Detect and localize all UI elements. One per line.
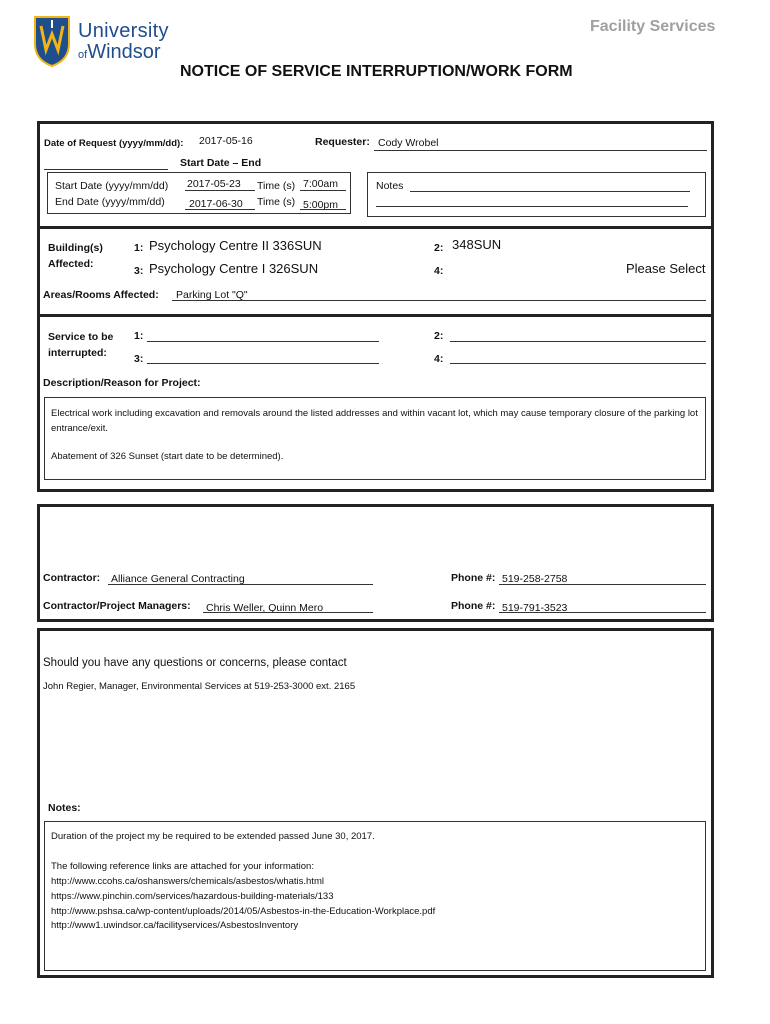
- areas-label: Areas/Rooms Affected:: [43, 289, 159, 301]
- service-3-number: 3:: [134, 353, 144, 365]
- service-4-input[interactable]: [450, 363, 706, 364]
- building-4-select[interactable]: Please Select: [626, 261, 706, 276]
- description-label: Description/Reason for Project:: [43, 377, 201, 389]
- contractor-label: Contractor:: [43, 572, 101, 584]
- end-time-label: Time (s): [257, 196, 296, 208]
- building-3-number: 3:: [134, 265, 144, 277]
- building-2-select[interactable]: 348SUN: [452, 237, 502, 252]
- service-1-input[interactable]: [147, 341, 379, 342]
- notes-heading: Notes:: [48, 802, 81, 814]
- start-date-label: Start Date (yyyy/mm/dd): [55, 180, 169, 192]
- building-2-number: 2:: [434, 242, 444, 254]
- managers-label: Contractor/Project Managers:: [43, 600, 191, 612]
- logo-windsor: Windsor: [87, 41, 161, 63]
- date-of-request-label: Date of Request (yyyy/mm/dd):: [44, 138, 184, 149]
- start-date-value[interactable]: 2017-05-23: [187, 178, 241, 190]
- phone-1-value[interactable]: 519-258-2758: [502, 573, 568, 585]
- department-name: Facility Services: [590, 18, 716, 35]
- university-logo: [32, 14, 172, 70]
- end-date-value[interactable]: 2017-06-30: [189, 198, 243, 210]
- crest-icon: [32, 14, 72, 68]
- notes-line-2[interactable]: [376, 206, 688, 207]
- reference-link[interactable]: http://www.pshsa.ca/wp-content/uploads/2014/05/Asbestos-in-the-Education-Workplace.pdf: [51, 906, 436, 917]
- building-3-select[interactable]: Psychology Centre I 326SUN: [149, 261, 319, 276]
- service-2-input[interactable]: [450, 341, 706, 342]
- description-paragraph-2: Abatement of 326 Sunset (start date to be determined).: [51, 451, 284, 462]
- start-end-label: Start Date – End: [180, 157, 262, 169]
- end-time-value[interactable]: 5:00pm: [303, 199, 339, 211]
- logo-of: of: [78, 49, 88, 61]
- description-paragraph-1: Electrical work including excavation and removals around the listed addresses and within vacant lot, which may cause temporary closure of the parking lot entrance/exit.: [51, 408, 698, 434]
- service-2-number: 2:: [434, 330, 444, 342]
- reference-link[interactable]: http://www.ccohs.ca/oshanswers/chemicals/asbestos/whatis.html: [51, 876, 324, 887]
- phone-2-label: Phone #:: [451, 600, 496, 612]
- contact-person: John Regier, Manager, Environmental Services at 519-253-3000 ext. 2165: [43, 681, 356, 692]
- page-title: NOTICE OF SERVICE INTERRUPTION/WORK FORM: [180, 63, 573, 80]
- requester-value[interactable]: Cody Wrobel: [378, 137, 439, 149]
- contact-intro: Should you have any questions or concerns, please contact: [43, 657, 347, 669]
- notes-box: [367, 172, 706, 217]
- buildings-label-2: Affected:: [48, 258, 94, 270]
- buildings-label-1: Building(s): [48, 242, 103, 254]
- service-label-2: interrupted:: [48, 347, 107, 359]
- notes-label: Notes: [376, 180, 404, 192]
- logo-line2: [78, 41, 161, 64]
- service-3-input[interactable]: [147, 363, 379, 364]
- service-4-number: 4:: [434, 353, 444, 365]
- phone-1-label: Phone #:: [451, 572, 496, 584]
- phone-2-value[interactable]: 519-791-3523: [502, 602, 568, 614]
- note-duration: Duration of the project my be required to be extended passed June 30, 2017.: [51, 831, 375, 842]
- end-date-label: End Date (yyyy/mm/dd): [55, 196, 165, 208]
- requester-label: Requester:: [315, 136, 370, 148]
- areas-value[interactable]: Parking Lot "Q": [176, 289, 248, 301]
- note-links-intro: The following reference links are attached for your information:: [51, 861, 314, 872]
- start-time-label: Time (s): [257, 180, 296, 192]
- reference-link[interactable]: http://www1.uwindsor.ca/facilityservices/AsbestosInventory: [51, 920, 299, 931]
- start-time-value[interactable]: 7:00am: [303, 178, 339, 190]
- service-label-1: Service to be: [48, 331, 114, 343]
- reference-link[interactable]: https://www.pinchin.com/services/hazardous-building-materials/133: [51, 891, 334, 902]
- date-of-request-value[interactable]: 2017-05-16: [199, 135, 253, 147]
- building-1-select[interactable]: Psychology Centre II 336SUN: [149, 238, 322, 253]
- contractor-value[interactable]: Alliance General Contracting: [111, 573, 245, 585]
- service-1-number: 1:: [134, 330, 144, 342]
- logo-line1: University: [78, 20, 169, 42]
- building-4-number: 4:: [434, 265, 444, 277]
- building-1-number: 1:: [134, 242, 144, 254]
- notes-line-1[interactable]: [410, 191, 690, 192]
- managers-value[interactable]: Chris Weller, Quinn Mero: [206, 602, 324, 614]
